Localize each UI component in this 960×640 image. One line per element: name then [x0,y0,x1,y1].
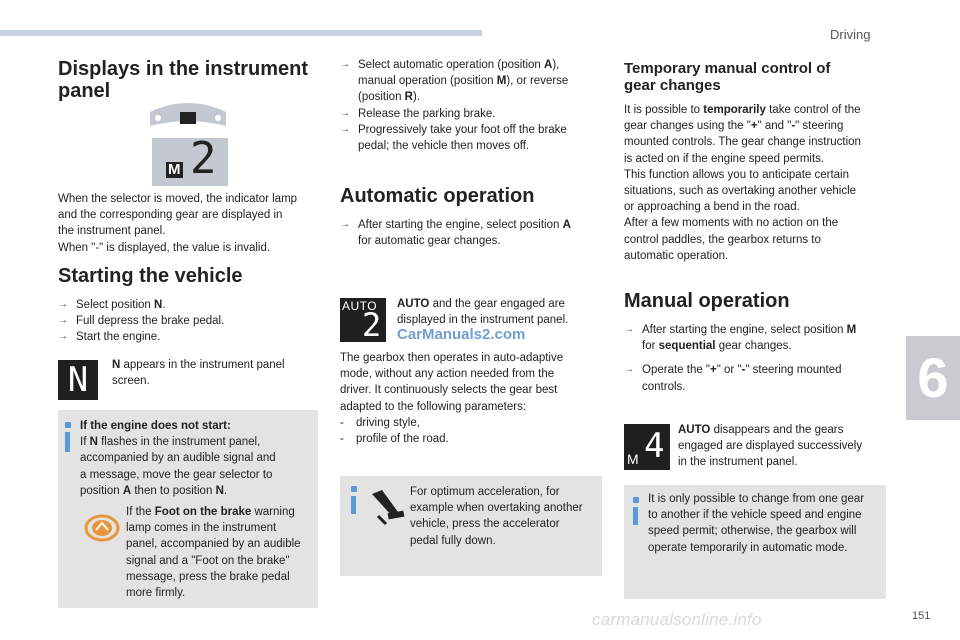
foot-on-brake-icon [84,514,120,542]
manual-steps: → After starting the engine, select position M for sequential gear changes. → Operate the "+" or "-" steering mounted controls. [624,322,886,395]
manual-mode-label: M [627,451,639,467]
info-box-acceleration [340,476,602,576]
automatic-title [340,185,534,207]
displays-title-line2: panel [58,80,111,102]
info-box-text: If the engine does not start: If N flashes in the instrument panel, accompanied by an audible signal and a message, move the gear selector to position A then to position N. [80,420,276,497]
auto-text: AUTO and the gear engaged are displayed in the instrument panel. [397,298,569,327]
info-icon [351,486,357,492]
starting-steps [58,297,318,346]
header-bar [0,30,482,36]
auto-gear: 2 [362,306,382,344]
list-item: → Start the engine. [58,329,318,345]
text-line: the instrument panel. [58,225,166,238]
neutral-display [58,360,98,400]
text-line: and the corresponding gear are displayed in [58,209,283,222]
displays-title [58,58,318,102]
text-line: When "-" is displayed, the value is invalid. [58,241,271,254]
info-icon [633,497,639,503]
displays-title-line1: Displays in the instrument [58,58,309,80]
info-box-engine [58,410,318,608]
selection-steps: → Select automatic operation (position A), manual operation (position M), or reverse (position R). → Release the parking brake. → Progressively take your foot off the brake pedal; the vehicle then moves off. [340,57,602,154]
manual-display-text: AUTO disappears and the gears engaged are displayed successively in the instrument panel. [678,424,863,469]
starting-title [58,265,243,287]
manual-info-text: It is only possible to change from one gear to another if the vehicle speed and engine speed permit; otherwise, the gearbox will operate temporarily in automatic mode. [648,493,865,554]
warning-text: If the Foot on the brake warning lamp comes in the instrument panel, accompanied by an audible signal and a "Foot on the brake" message, press the brake pedal more firmly. [126,506,301,600]
info-icon-bar [633,507,638,525]
info-icon-bar [351,496,356,514]
gear-selector-illustration [144,100,232,186]
gear-mode-label: M [168,161,181,178]
manual-gear-number: 4 [644,426,665,466]
auto-label: AUTO [342,299,378,313]
neutral-text: N appears in the instrument panel screen. [112,359,285,388]
displays-paragraph [58,191,320,256]
manual-title [624,290,790,312]
accelerator-pedal-icon [368,486,408,528]
temporary-title: Temporary manual control of gear changes [624,60,831,94]
neutral-letter: N [67,360,89,400]
automatic-steps: → After starting the engine, select position A for automatic gear changes. [340,217,602,249]
brand-overlay: CarManuals2.com [397,326,526,343]
info-box-manual [624,485,886,599]
list-item: → Select position N. [58,297,318,313]
manual-gear-display [624,424,670,470]
auto-paragraph: The gearbox then operates in auto-adaptive mode, without any action needed from the driver. It continuously selects the gear best adapted to the following parameters: - driving style, - profile of the road. [340,350,602,447]
gear-display [156,133,224,184]
info-icon-bar [65,432,70,452]
text-line: When the selector is moved, the indicator lamp [58,193,298,205]
section-label: Driving [830,27,871,42]
automatic-title-text: Automatic operation [340,185,535,207]
list-item: → Full depress the brake pedal. [58,313,318,329]
starting-title-text: Starting the vehicle [58,265,243,287]
auto-display [340,298,386,342]
info-icon [65,422,71,428]
gear-number: 2 [190,133,217,184]
temporary-paragraph: It is possible to temporarily take control of the gear changes using the "+" and "-" steering mounted controls. The gear change instruction is acted on if the engine speed permits. This function allows you to anticipate certain situations, such as overtaking another vehicle or approaching a bend in the road. After a few moments with no action on the control paddles, the gearbox returns to automatic operation. [624,104,861,262]
watermark: carmanualsonline.info [592,610,762,629]
page-number: 151 [912,610,931,622]
acceleration-text: For optimum acceleration, for example when overtaking another vehicle, press the accelerator pedal fully down. [410,486,583,547]
manual-title-text: Manual operation [624,290,790,312]
chapter-number: 6 [917,346,949,409]
